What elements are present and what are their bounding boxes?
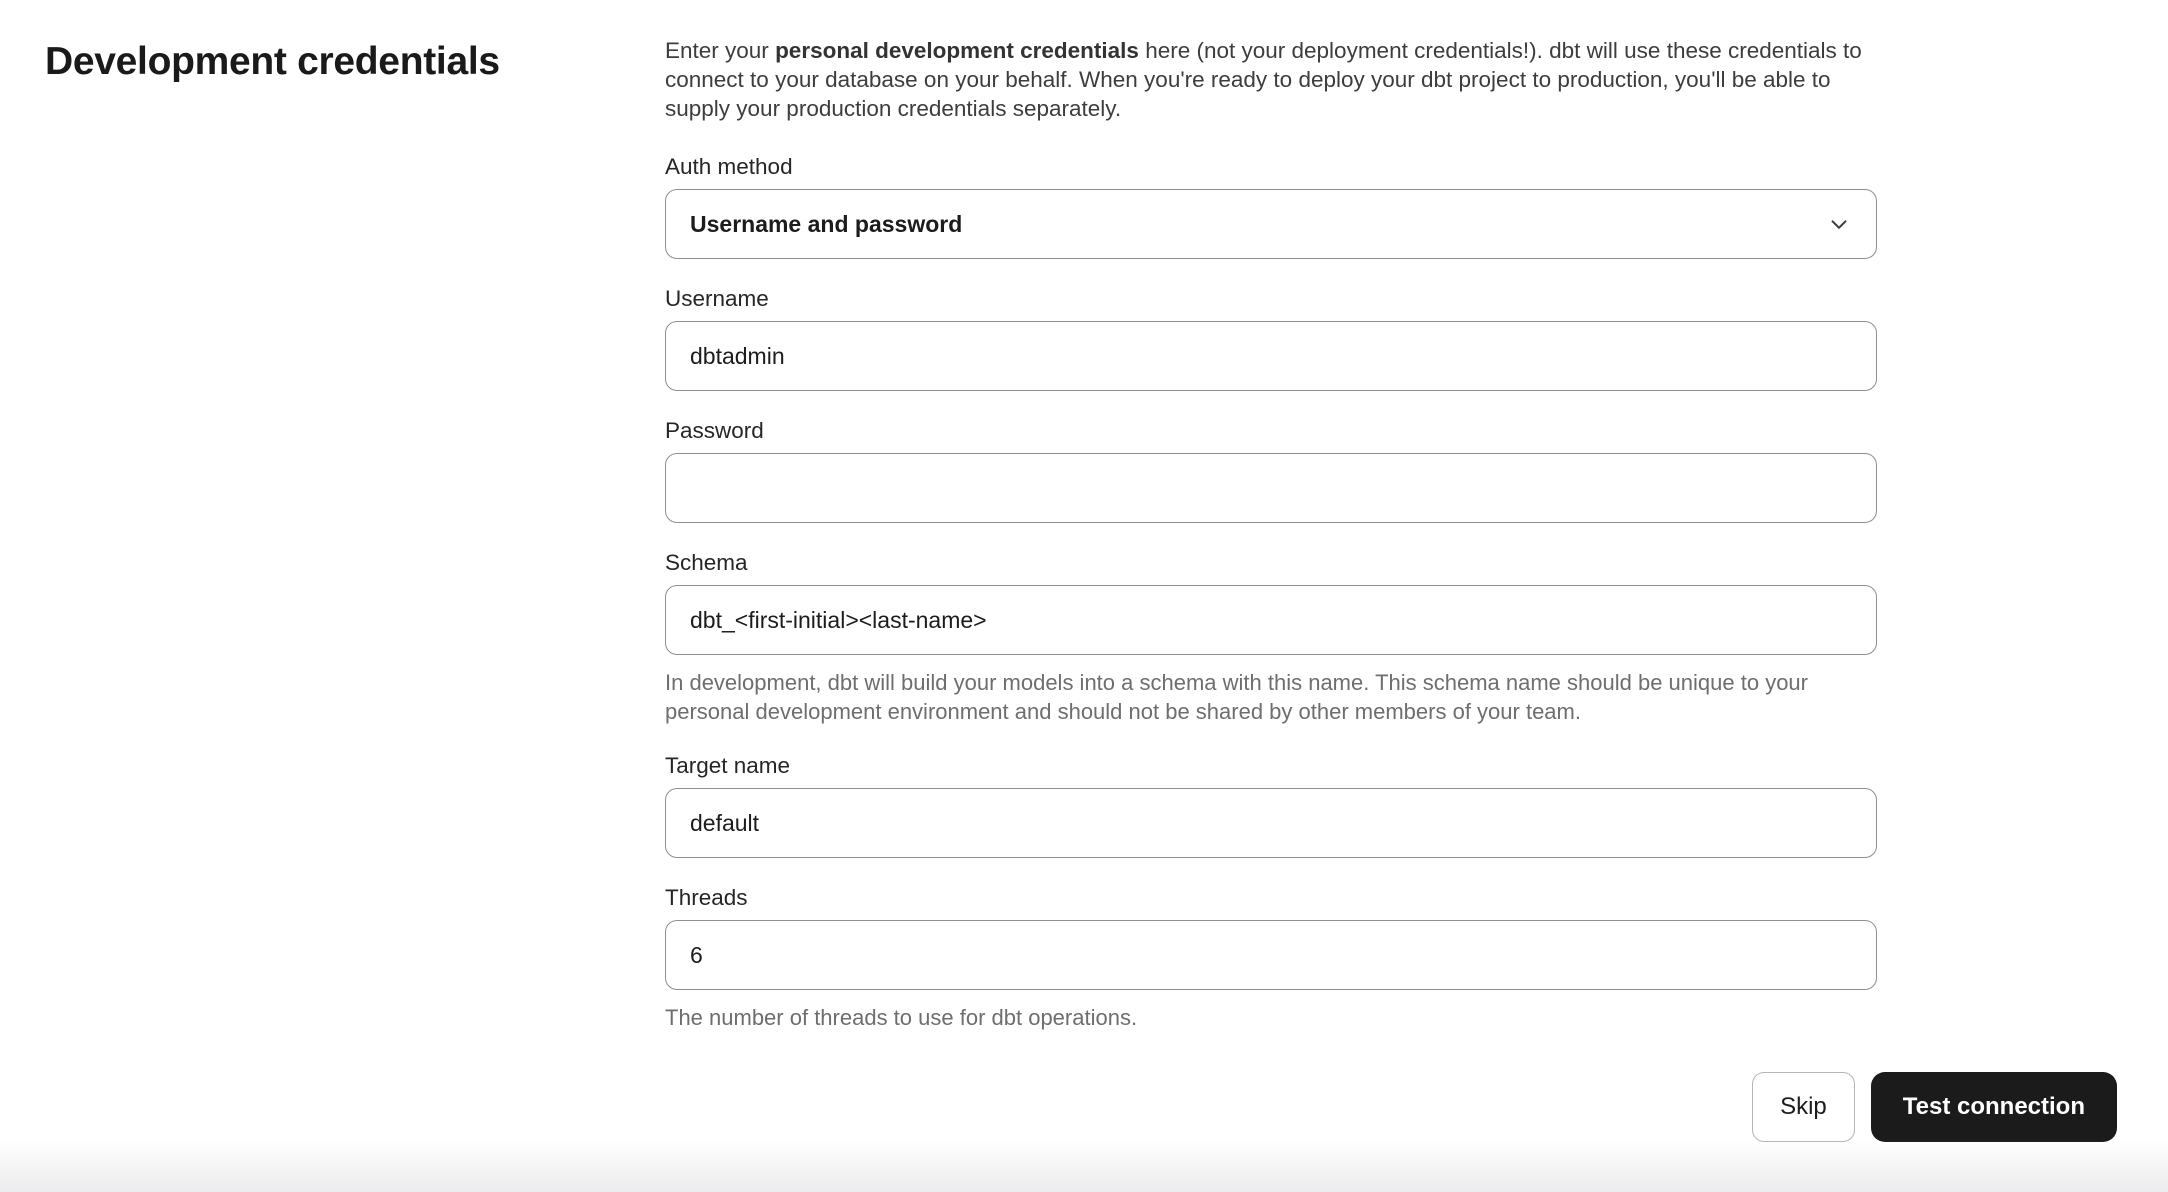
credentials-form bbox=[665, 36, 1877, 1058]
password-field-group bbox=[665, 417, 1877, 523]
target-name-input[interactable] bbox=[665, 788, 1877, 858]
section-title-column bbox=[45, 36, 665, 1058]
skip-button[interactable]: Skip bbox=[1752, 1072, 1855, 1142]
auth-method-label: Auth method bbox=[665, 154, 793, 179]
auth-method-selected-value: Username and password bbox=[690, 210, 963, 237]
threads-field-group bbox=[665, 884, 1877, 1032]
username-label: Username bbox=[665, 286, 769, 311]
threads-input[interactable] bbox=[665, 920, 1877, 990]
schema-field-group bbox=[665, 549, 1877, 726]
footer-actions bbox=[1752, 1072, 2117, 1142]
description-suffix: here (not your deployment credentials!). dbt will use these credentials to connect to your database on your behalf. When you're ready to deploy your dbt project to production, you'll be able to supply your production credentials separately. bbox=[665, 38, 1862, 121]
threads-label: Threads bbox=[665, 885, 748, 910]
target-name-label: Target name bbox=[665, 753, 791, 778]
section-description bbox=[665, 36, 1877, 123]
description-bold: personal development credentials bbox=[775, 38, 1139, 63]
description-prefix: Enter your bbox=[665, 38, 776, 63]
page-title: Development credentials bbox=[45, 40, 500, 83]
bottom-edge-fade bbox=[0, 1140, 2168, 1192]
schema-input[interactable] bbox=[665, 585, 1877, 655]
password-input[interactable] bbox=[665, 453, 1877, 523]
username-input[interactable] bbox=[665, 321, 1877, 391]
password-label: Password bbox=[665, 418, 764, 443]
target-name-field-group bbox=[665, 752, 1877, 858]
chevron-down-icon bbox=[1826, 211, 1852, 237]
test-connection-button[interactable]: Test connection bbox=[1871, 1072, 2117, 1142]
auth-method-select[interactable] bbox=[665, 189, 1877, 259]
auth-method-field bbox=[665, 153, 1877, 259]
schema-help-text: In development, dbt will build your models into a schema with this name. This schema name should be unique to your personal development environment and should not be shared by other members of your team. bbox=[665, 670, 1808, 724]
username-field-group bbox=[665, 285, 1877, 391]
threads-help-text: The number of threads to use for dbt operations. bbox=[665, 1005, 1138, 1030]
schema-label: Schema bbox=[665, 550, 748, 575]
